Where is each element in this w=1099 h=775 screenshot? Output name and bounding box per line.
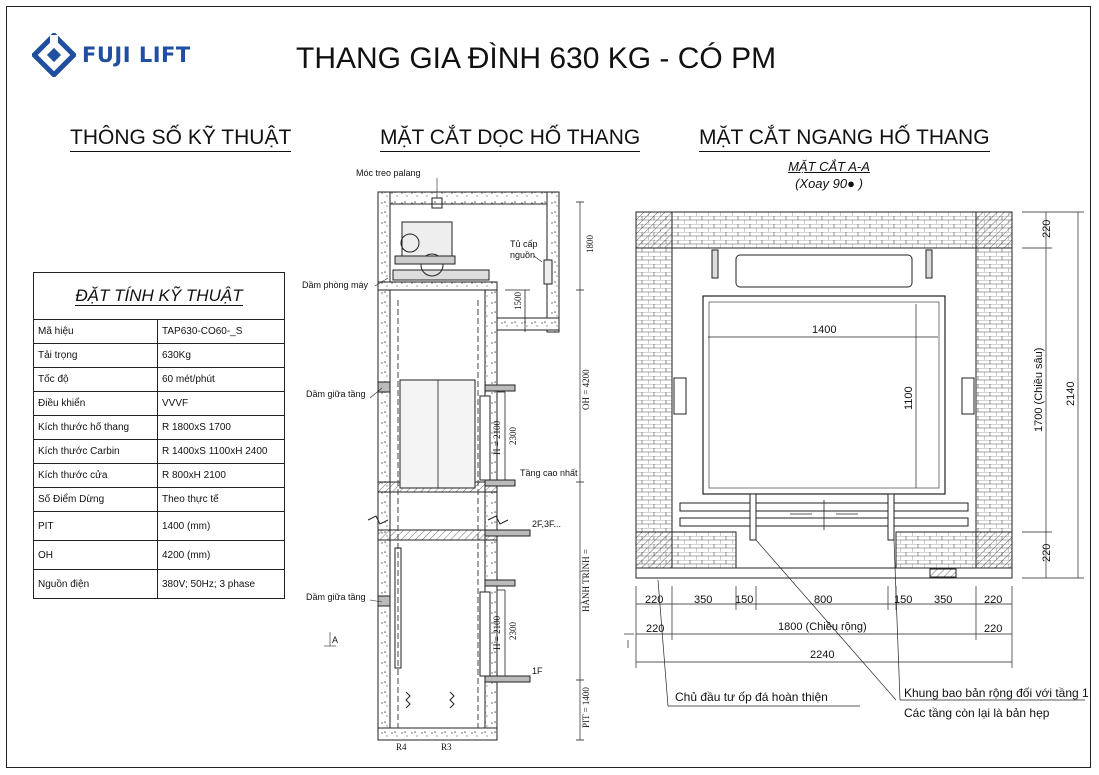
table-row: Kích thước Carbin R 1400xS 1100xH 2400 bbox=[34, 440, 285, 464]
label-floor-beam-1: Dầm giữa tầng bbox=[306, 389, 366, 399]
label-floor-beam-2: Dầm giữa tầng bbox=[306, 592, 366, 602]
table-row: Số Điểm Dừng Theo thực tế bbox=[34, 488, 285, 512]
table-row: Mã hiệu TAP630-CO60-_S bbox=[34, 320, 285, 344]
elevator-car bbox=[400, 380, 475, 488]
machine-base bbox=[395, 256, 455, 264]
label-buffer-r3: R3 bbox=[441, 742, 452, 752]
table-row: OH 4200 (mm) bbox=[34, 541, 285, 570]
table-row: Tốc độ 60 mét/phút bbox=[34, 368, 285, 392]
rear-wall bbox=[636, 212, 1012, 248]
label-door-h-2: H = 2100 bbox=[492, 615, 502, 650]
label-depth-total: 1700 (Chiều sâu) bbox=[1033, 347, 1045, 432]
landing-upper bbox=[485, 385, 515, 391]
table-row: Kích thước cửa R 800xH 2100 bbox=[34, 464, 285, 488]
dim-row-800: 800 bbox=[814, 594, 833, 606]
label-floor-2f3f: 2F,3F... bbox=[532, 519, 562, 529]
machine-room-floor-ext bbox=[488, 318, 559, 330]
label-power-cabinet-2: nguồn bbox=[510, 250, 536, 260]
label-wall-left: 220 bbox=[646, 623, 665, 635]
landing-1f bbox=[485, 676, 530, 682]
door-opening-upper bbox=[480, 396, 490, 480]
section-title-horizontal: MẶT CẮT NGANG HỐ THANG bbox=[699, 126, 990, 152]
label-hook: Móc treo palang bbox=[356, 168, 421, 178]
section-subtitle-rotation: (Xoay 90● ) bbox=[795, 176, 863, 191]
table-row: Kích thước hố thang R 1800xS 1700 bbox=[34, 416, 285, 440]
table-row: Điều khiển VVVF bbox=[34, 392, 285, 416]
section-title-specs: THÔNG SỐ KỸ THUẬT bbox=[70, 126, 291, 152]
label-wall-right: 220 bbox=[984, 623, 1003, 635]
section-marker-a: A bbox=[332, 635, 339, 645]
table-row: PIT 1400 (mm) bbox=[34, 512, 285, 541]
counterweight-plan bbox=[736, 255, 912, 287]
door-frame-left bbox=[750, 494, 756, 540]
label-width-inner: 1800 (Chiều rộng) bbox=[778, 621, 867, 633]
label-dim-2300-1: 2300 bbox=[508, 427, 518, 445]
dim-row-220-left: 220 bbox=[645, 594, 664, 606]
floor-beam-left-2 bbox=[378, 596, 390, 606]
cw-rail-left bbox=[712, 250, 718, 278]
label-car-depth: 1100 bbox=[903, 386, 915, 410]
table-row: Tải trọng 630Kg bbox=[34, 344, 285, 368]
label-car-width: 1400 bbox=[812, 324, 837, 336]
car-rail-left-icon bbox=[674, 378, 686, 414]
buffer-r3-icon bbox=[450, 692, 454, 708]
label-pit: PIT = 1400 bbox=[581, 687, 591, 728]
door-frame-right bbox=[888, 494, 894, 540]
buffer-r4-icon bbox=[406, 692, 410, 708]
dim-row-220-right: 220 bbox=[984, 594, 1003, 606]
horizontal-section bbox=[624, 212, 1089, 720]
machine-room-roof bbox=[378, 192, 559, 204]
dim-row-350-right: 350 bbox=[934, 594, 953, 606]
machine-room-slab bbox=[378, 282, 497, 290]
label-depth-outer: 2140 bbox=[1065, 381, 1077, 406]
label-machine-beam: Dầm phòng máy bbox=[302, 280, 369, 290]
cw-rail-right bbox=[926, 250, 932, 278]
dim-row-150-left: 150 bbox=[735, 594, 754, 606]
label-dim-1500: 1500 bbox=[513, 292, 523, 310]
middle-floor-slab bbox=[378, 530, 497, 540]
label-top-floor: Tầng cao nhất bbox=[520, 468, 578, 478]
label-buffer-r4: R4 bbox=[396, 742, 407, 752]
table-row: Nguồn điện 380V; 50Hz; 3 phase bbox=[34, 570, 285, 599]
car-rail-right-icon bbox=[962, 378, 974, 414]
dim-row-150-right: 150 bbox=[894, 594, 913, 606]
brand-name: FUJI LIFT bbox=[82, 43, 191, 67]
shaft-left-wall bbox=[378, 282, 390, 739]
floor-beam-left-1 bbox=[378, 382, 390, 392]
label-wall-top: 220 bbox=[1041, 219, 1053, 238]
traction-machine-icon bbox=[402, 222, 452, 260]
landing-2f bbox=[485, 530, 530, 536]
label-dim-2300-2: 2300 bbox=[508, 622, 518, 640]
section-title-vertical: MẶT CẮT DỌC HỐ THANG bbox=[380, 126, 640, 152]
dim-row-350-left: 350 bbox=[694, 594, 713, 606]
note-stone-finish: Chủ đầu tư ốp đá hoàn thiện bbox=[675, 690, 828, 704]
column-front-right bbox=[976, 532, 1012, 568]
label-wall-bottom: 220 bbox=[1041, 543, 1053, 562]
label-travel: HÀNH TRÌNH = bbox=[581, 549, 591, 612]
column-front-left bbox=[636, 532, 672, 568]
label-dim-1800: 1800 bbox=[585, 235, 595, 253]
column-rear-left bbox=[636, 212, 672, 248]
label-floor-1f: 1F bbox=[532, 666, 543, 676]
page-title: THANG GIA ĐÌNH 630 KG - CÓ PM bbox=[296, 42, 777, 75]
machine-room-left-wall bbox=[378, 192, 390, 282]
pit-floor bbox=[378, 728, 497, 740]
door-opening-lower bbox=[480, 592, 490, 676]
column-rear-right bbox=[976, 212, 1012, 248]
label-dim-oh: OH = 4200 bbox=[581, 369, 591, 410]
vertical-section bbox=[302, 168, 595, 752]
note-frame-2: Các tầng còn lại là bản hẹp bbox=[904, 706, 1050, 720]
landing-top bbox=[485, 480, 515, 486]
label-power-cabinet-1: Tủ cấp bbox=[510, 239, 538, 249]
call-button-box bbox=[930, 569, 956, 577]
section-subtitle-aa: MẶT CẮT A-A bbox=[788, 159, 870, 174]
label-door-h-1: H = 2100 bbox=[492, 420, 502, 455]
landing-lower bbox=[485, 580, 515, 586]
note-frame-1: Khung bao bản rộng đối với tầng 1 bbox=[904, 686, 1089, 700]
label-width-outer: 2240 bbox=[810, 649, 835, 661]
right-side-wall bbox=[976, 212, 1012, 578]
power-cabinet-icon bbox=[544, 260, 552, 284]
left-side-wall bbox=[636, 212, 672, 578]
spec-table-heading: ĐẶT TÍNH KỸ THUẬT bbox=[34, 273, 285, 320]
